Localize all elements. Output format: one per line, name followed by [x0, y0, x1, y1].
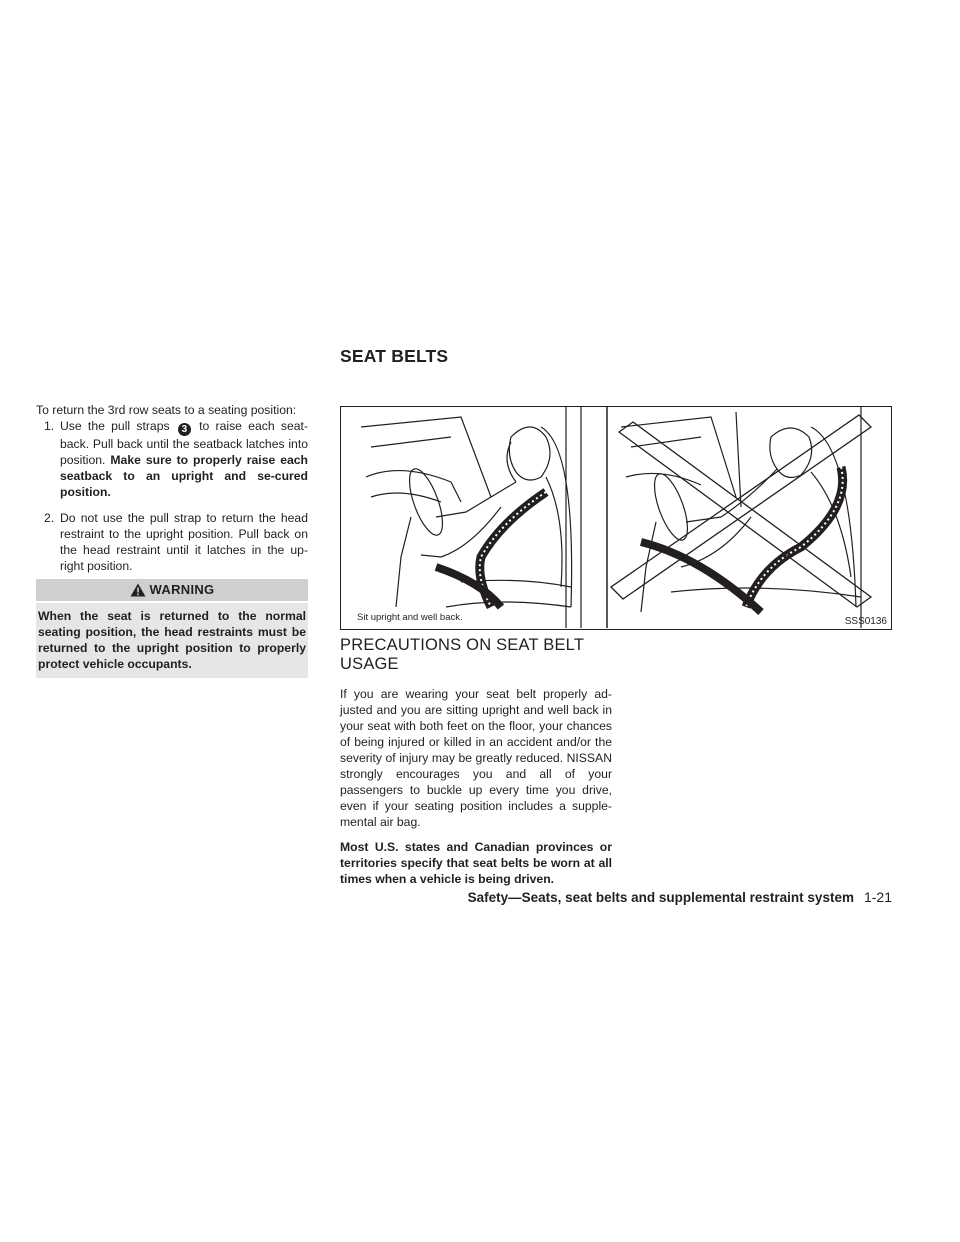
warning-header — [36, 579, 308, 601]
step-text-after: to raise each seat-back. Pull back until the seatback latches into position. — [60, 419, 309, 467]
step-number: 1. — [44, 419, 55, 433]
page-footer — [468, 889, 892, 905]
figure-code: SSS0136 — [844, 616, 887, 627]
step-1 — [36, 418, 308, 500]
step-2 — [36, 510, 308, 574]
warning-label: WARNING — [149, 582, 215, 597]
warning-text: When the seat is returned to the normal seating position, the head restraints must be returned to the upright position to properly protect vehicle occupants. — [36, 603, 308, 678]
subsection-title-line2: USAGE — [340, 655, 399, 673]
footer-section: Safety—Seats, seat belts and supplemental restraint system — [467, 890, 854, 905]
warning-box — [36, 579, 308, 678]
seat-belt-figure — [340, 406, 892, 630]
section-title: SEAT BELTS — [340, 346, 449, 366]
paragraph-1: If you are wearing your seat belt properly ad-justed and you are sitting upright and well back in your seat with both feet on the floor, your chances of being injured or killed in an accident and/or the severity of injury may be greatly reduced. NISSAN strongly encourages you and all of your passengers to buckle up every time you drive, even if your seating position includes a supple-mental air bag. — [340, 687, 612, 829]
callout-number-icon: 3 — [178, 423, 191, 436]
right-column — [340, 636, 612, 896]
step-bold-text: Make sure to properly raise each seatback to an upright and se-cured position. — [60, 453, 309, 499]
figure-caption: Sit upright and well back. — [357, 612, 463, 623]
step-number: 2. — [44, 511, 55, 525]
subsection-title-line1: PRECAUTIONS ON SEAT BELT — [340, 636, 585, 654]
page-number: 1-21 — [863, 889, 892, 905]
intro-text: To return the 3rd row seats to a seating position: — [36, 403, 297, 417]
seating-illustration — [341, 407, 890, 628]
step-text-before: Use the pull straps — [60, 419, 170, 433]
subsection-title — [340, 636, 612, 674]
left-column — [36, 402, 308, 584]
paragraph-2-bold: Most U.S. states and Canadian provinces or territories specify that seat belts be worn at all times when a vehicle is being driven. — [340, 840, 612, 886]
warning-triangle-icon — [130, 583, 146, 597]
step-text: Do not use the pull strap to return the head restraint to the upright position. Pull back on the head restraint until it latches in the up-right position. — [60, 511, 308, 573]
